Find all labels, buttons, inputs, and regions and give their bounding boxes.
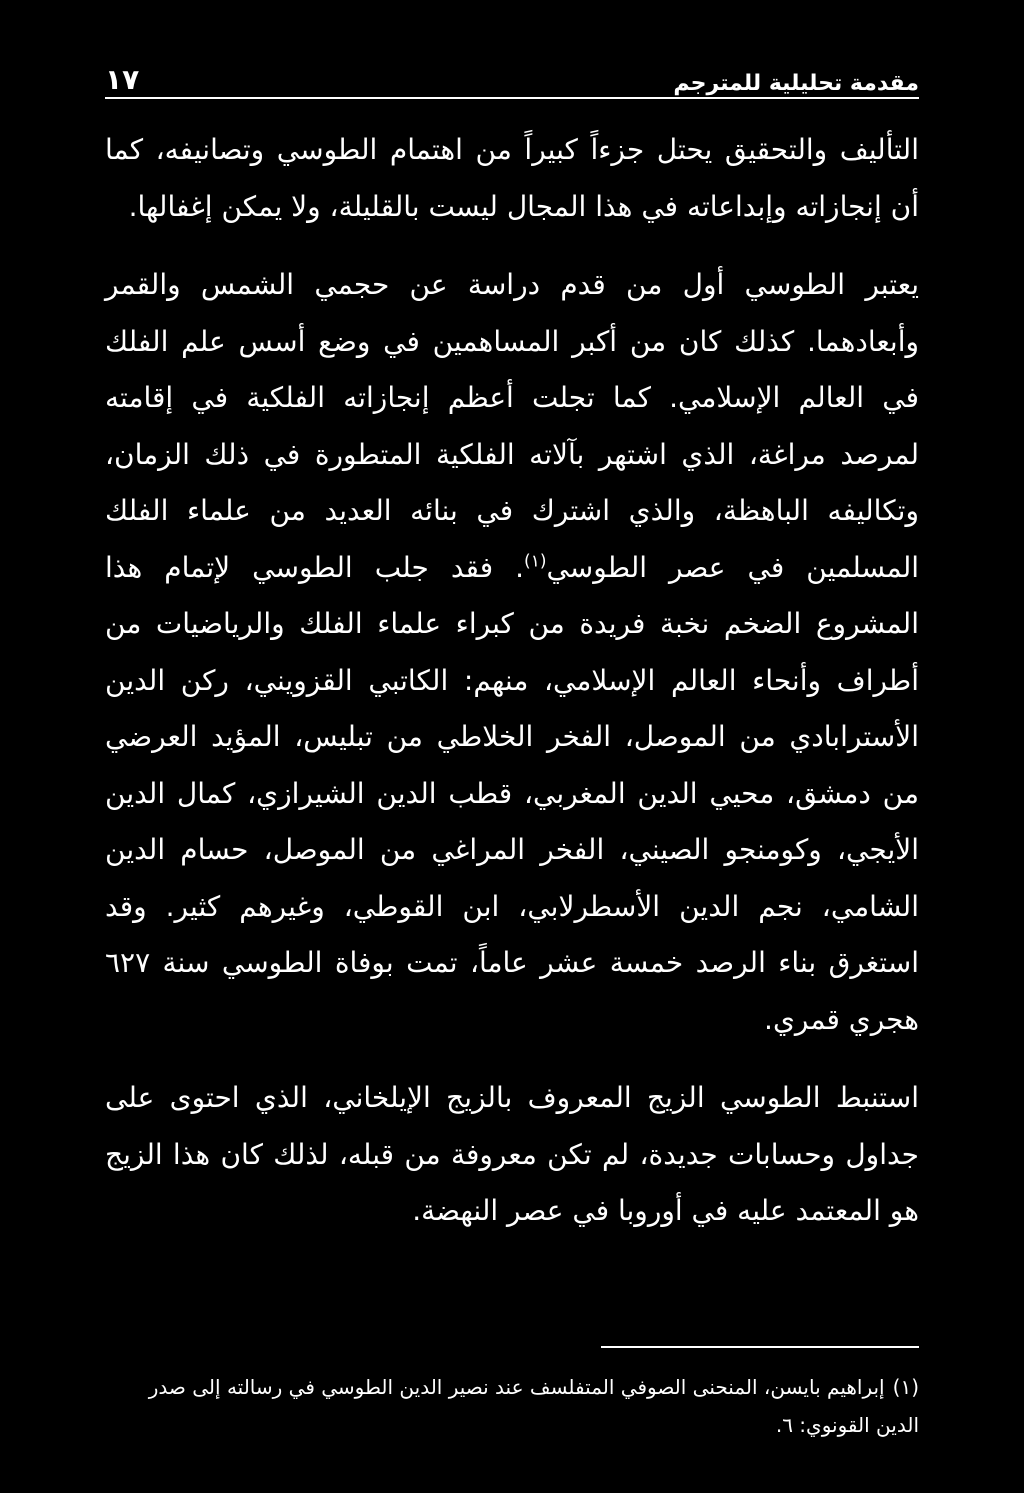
- paragraph-2-text-after-note: . فقد جلب الطوسي لإتمام هذا المشروع الضخم نخبة فريدة من كبراء علماء الفلك والرياضيات من أطراف وأنحاء العالم الإسلامي، منهم: الكاتبي القزويني، ركن الدين الأسترابادي من الموصل، الفخر الخلاطي من تبليس، المؤيد العرضي من دمشق، محيي الدين المغربي، قطب الدين الشيرازي، كمال الدين الأيجي، وكومنجو الصيني، الفخر المراغي من الموصل، حسام الدين الشامي، نجم الدين الأسطرلابي، ابن القوطي، وغيرهم كثير. وقد استغرق بناء الرصد خمسة عشر عاماً، تمت بوفاة الطوسي سنة ٦٢٧ هجري قمري.: [105, 550, 919, 1036]
- footnote: [105, 1368, 919, 1444]
- footnote-rule: [601, 1346, 919, 1348]
- paragraph-1-text: التأليف والتحقيق يحتل جزءاً كبيراً من اهتمام الطوسي وتصانيفه، كما أن إنجازاته وإبداعاته في هذا المجال ليست بالقليلة، ولا يمكن إغفالها.: [105, 133, 919, 223]
- footnote-text: إبراهيم بايسن، المنحنى الصوفي المتفلسف عند نصير الدين الطوسي في رسالته إلى صدر الدين القونوي: ٦.: [148, 1375, 919, 1437]
- paragraph-3: [105, 1070, 919, 1240]
- footnote-reference[interactable]: (١): [524, 551, 547, 572]
- running-head: مقدمة تحليلية للمترجم: [673, 71, 919, 96]
- header-rule: [105, 97, 919, 99]
- page-number: ١٧: [105, 63, 140, 96]
- paragraph-2: [105, 257, 919, 1048]
- paragraph-2-text-before-note: يعتبر الطوسي أول من قدم دراسة عن حجمي الشمس والقمر وأبعادهما. كذلك كان من أكبر المساهمين في وضع أسس علم الفلك في العالم الإسلامي. كما تجلت أعظم إنجازاته الفلكية في إقامته لمرصد مراغة، الذي اشتهر بآلاته الفلكية المتطورة في ذلك الزمان، وتكاليفه الباهظة، والذي اشترك في بنائه العديد من علماء الفلك المسلمين في عصر الطوسي: [105, 268, 919, 584]
- paragraph-1: [105, 122, 919, 235]
- footnote-number: (١): [892, 1375, 919, 1399]
- paragraph-3-text: استنبط الطوسي الزيج المعروف بالزيج الإيلخاني، الذي احتوى على جداول وحسابات جديدة، لم تكن معروفة من قبله، لذلك كان هذا الزيج هو المعتمد عليه في أوروبا في عصر النهضة.: [105, 1081, 919, 1227]
- body-text: [105, 122, 919, 1240]
- page-header: [105, 52, 919, 96]
